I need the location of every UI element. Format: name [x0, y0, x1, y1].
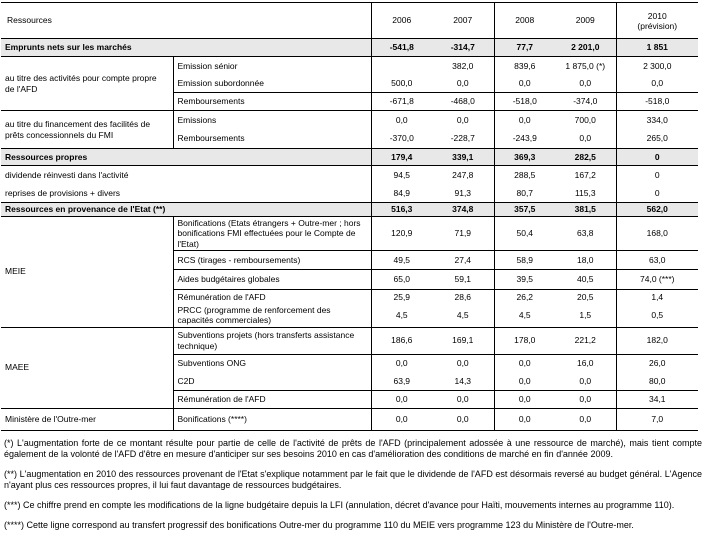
- reprises-2010: 0: [616, 185, 698, 203]
- group-outre-mer: Ministère de l'Outre-mer: [1, 408, 173, 430]
- prcc-2006: 4,5: [371, 304, 432, 328]
- label-prcc: PRCC (programme de renforcement des capacités commerciales): [173, 304, 371, 328]
- subordonnee-2007: 0,0: [432, 75, 494, 93]
- remu-maee-2008: 0,0: [494, 390, 555, 408]
- bonif-om-2008: 0,0: [494, 408, 555, 430]
- group-fmi: au titre du financement des facilités de prêts concessionnels du FMI: [1, 111, 173, 149]
- c2d-2009: 0,0: [555, 372, 616, 390]
- remu-maee-2009: 0,0: [555, 390, 616, 408]
- label-remboursements-fmi: Remboursements: [173, 129, 371, 149]
- label-reprises: reprises de provisions + divers: [1, 185, 371, 203]
- bonif-2010: 168,0: [616, 216, 698, 251]
- label-remuneration-meie: Rémunération de l'AFD: [173, 290, 371, 304]
- senior-2006: [371, 57, 432, 75]
- emprunts-2009: 2 201,0: [555, 39, 616, 57]
- remu-meie-2009: 20,5: [576, 291, 594, 302]
- emissions-fmi-2009: 700,0: [574, 114, 596, 125]
- reprises-2008: 80,7: [494, 185, 555, 203]
- dividende-2010: 0: [616, 166, 698, 185]
- senior-2008: 839,6: [494, 57, 555, 75]
- dividende-2007: 247,8: [452, 170, 474, 180]
- reprises-2009: 115,3: [555, 185, 616, 203]
- remu-meie-2008: 26,2: [494, 290, 555, 304]
- label-emissions-fmi: Emissions: [173, 111, 371, 129]
- etat-2009: 381,5: [555, 203, 616, 217]
- remb-afd-2006: -671,8: [371, 93, 432, 111]
- label-rcs: RCS (tirages - remboursements): [173, 251, 371, 270]
- label-bonifications-om: Bonifications (****): [173, 408, 371, 430]
- bonif-om-2007: 0,0: [432, 408, 494, 430]
- rcs-2010: 63,0: [616, 251, 698, 270]
- header-2009: 2009: [555, 3, 616, 39]
- etat-2007: 374,8: [432, 203, 494, 217]
- row-emissions-fmi: [1, 111, 698, 129]
- remu-maee-2007: 0,0: [432, 390, 494, 408]
- etat-2008: 357,5: [494, 203, 555, 217]
- bonif-2008: 50,4: [494, 216, 555, 251]
- row-ressources-propres: [1, 149, 698, 166]
- prcc-2007: 4,5: [432, 304, 494, 328]
- remb-afd-2008: -518,0: [494, 93, 555, 111]
- label-emprunts: Emprunts nets sur les marchés: [1, 39, 371, 57]
- label-aides: Aides budgétaires globales: [173, 270, 371, 290]
- reprises-2007: 91,3: [432, 185, 494, 203]
- remb-fmi-2009: 0,0: [555, 129, 616, 149]
- header-2010-label: 2010 (prévision): [637, 10, 678, 31]
- subv-proj-2006: 186,6: [371, 327, 432, 354]
- remb-afd-2009: -374,0: [555, 93, 616, 111]
- reprises-2006: 84,9: [371, 185, 432, 203]
- emprunts-2007: -314,7: [432, 39, 494, 57]
- table-title: Ressources: [1, 3, 371, 39]
- senior-2010: 2 300,0: [616, 57, 698, 75]
- propres-2010: 0: [616, 149, 698, 166]
- subv-ong-2009: 16,0: [576, 358, 594, 368]
- propres-2009: 282,5: [555, 149, 616, 166]
- header-2007: 2007: [432, 3, 494, 39]
- row-subventions-projets: [1, 327, 698, 354]
- label-senior: Emission sénior: [173, 57, 371, 75]
- label-subventions-projets: Subventions projets (hors transferts assistance technique): [173, 327, 371, 354]
- c2d-2007: 14,3: [432, 372, 494, 390]
- subv-ong-2006: 0,0: [371, 354, 432, 372]
- emissions-fmi-2007: 0,0: [456, 114, 469, 125]
- resources-table: [1, 2, 698, 431]
- senior-2007: 382,0: [452, 60, 474, 71]
- footnote-3: (***) Ce chiffre prend en compte les modifications de la ligne budgétaire depuis la LFI (annulation, décret d'avance pour Haïti, mouvements internes au programme 110).: [4, 499, 675, 510]
- subordonnee-2010: 0,0: [616, 75, 698, 93]
- aides-2010: 74,0 (***): [616, 270, 698, 290]
- subv-ong-2008: 0,0: [494, 354, 555, 372]
- aides-2009: 40,5: [555, 270, 616, 290]
- bonif-om-2010: 7,0: [616, 408, 698, 430]
- emissions-fmi-2010: 334,0: [616, 111, 698, 129]
- senior-2009: 1 875,0 (*): [565, 60, 606, 71]
- footnote-2: (**) L'augmentation en 2010 des ressources provenant de l'Etat s'explique notamment par le fait que le dividende de l'AFD est désormais reversé au budget général. L'Agence n'ayant plus ces ressources propres, il lui faut davantage de ressources budgétaires.: [4, 468, 702, 490]
- label-remboursements-afd: Remboursements: [173, 93, 371, 111]
- subv-proj-2010: 182,0: [616, 327, 698, 354]
- aides-2006: 65,0: [371, 270, 432, 290]
- emprunts-2010: 1 851: [616, 39, 698, 57]
- dividende-2006: 94,5: [371, 166, 432, 185]
- header-2008: 2008: [494, 3, 555, 39]
- propres-2008: 369,3: [494, 149, 555, 166]
- emissions-fmi-2006: 0,0: [371, 111, 432, 129]
- bonif-om-2009: 0,0: [555, 408, 616, 430]
- rcs-2008: 58,9: [494, 251, 555, 270]
- row-bonifications-om: [1, 408, 698, 430]
- label-etat: Ressources en provenance de l'Etat (**): [1, 203, 371, 217]
- subv-proj-2008: 178,0: [494, 327, 555, 354]
- footnotes-section: [0, 431, 705, 531]
- remu-meie-2006: 25,9: [371, 290, 432, 304]
- footnote-1: (*) L'augmentation forte de ce montant résulte pour partie de celle de l'activité de prêts de l'AFD (principalement adossée à une ressource de marché), mais tient compte également de la volonté de l'AFD d'être en mesure d'anticiper sur ses besoins 2010 en cas d'amélioration des conditions de marché en fin d'année 2009.: [4, 437, 702, 459]
- label-c2d: C2D: [173, 372, 371, 390]
- remb-fmi-2010: 265,0: [616, 129, 698, 149]
- group-afd-propre: au titre des activités pour compte propre de l'AFD: [1, 57, 173, 111]
- footnote-4: (****) Cette ligne correspond au transfert progressif des bonifications Outre-mer du programme 110 du MEIE vers programme 123 du Ministère de l'Outre-mer.: [4, 519, 634, 530]
- subv-ong-2007: 0,0: [456, 358, 469, 368]
- row-emprunts: [1, 39, 698, 57]
- remb-afd-2007: -468,0: [432, 93, 494, 111]
- remb-afd-2010: -518,0: [616, 93, 698, 111]
- header-2010: [616, 3, 698, 39]
- prcc-2010: 0,5: [616, 304, 698, 328]
- c2d-2006: 63,9: [371, 372, 432, 390]
- subordonnee-2008: 0,0: [494, 75, 555, 93]
- remb-fmi-2007: -228,7: [432, 129, 494, 149]
- bonif-2009: 63,8: [555, 216, 616, 251]
- label-bonifications: Bonifications (Etats étrangers + Outre-mer ; hors bonifications FMI effectuées pour le Compte de l'Etat): [173, 216, 371, 251]
- label-subventions-ong: Subventions ONG: [173, 354, 371, 372]
- subordonnee-2006: 500,0: [371, 75, 432, 93]
- remb-fmi-2008: -243,9: [494, 129, 555, 149]
- label-dividende: dividende réinvesti dans l'activité: [5, 170, 129, 180]
- emprunts-2006: -541,8: [371, 39, 432, 57]
- c2d-2010: 80,0: [616, 372, 698, 390]
- remu-maee-2006: 0,0: [371, 390, 432, 408]
- prcc-2009: 1,5: [555, 304, 616, 328]
- propres-2006: 179,4: [371, 149, 432, 166]
- bonif-2007: 71,9: [432, 216, 494, 251]
- c2d-2008: 0,0: [494, 372, 555, 390]
- remu-maee-2010: 34,1: [616, 390, 698, 408]
- aides-2008: 39,5: [494, 270, 555, 290]
- remu-meie-2007: 28,6: [454, 291, 472, 302]
- subv-ong-2010: 26,0: [616, 354, 698, 372]
- emissions-fmi-2008: 0,0: [494, 111, 555, 129]
- label-ressources-propres: Ressources propres: [1, 149, 371, 166]
- group-meie: MEIE: [1, 216, 173, 327]
- etat-2010: 562,0: [616, 203, 698, 217]
- header-row: [1, 3, 698, 39]
- label-subordonnee: Emission subordonnée: [173, 75, 371, 93]
- aides-2007: 59,1: [432, 270, 494, 290]
- row-emission-senior: [1, 57, 698, 75]
- row-etat: [1, 203, 698, 217]
- rcs-2007: 27,4: [432, 251, 494, 270]
- bonif-om-2006: 0,0: [371, 408, 432, 430]
- propres-2007: 339,1: [432, 149, 494, 166]
- row-reprises: [1, 185, 698, 203]
- label-remuneration-maee: Rémunération de l'AFD: [173, 390, 371, 408]
- emprunts-2008: 77,7: [494, 39, 555, 57]
- etat-2006: 516,3: [371, 203, 432, 217]
- remu-meie-2010: 1,4: [616, 290, 698, 304]
- group-maee: MAEE: [1, 327, 173, 408]
- subv-proj-2007: 169,1: [432, 327, 494, 354]
- subordonnee-2009: 0,0: [555, 75, 616, 93]
- bonif-2006: 120,9: [371, 216, 432, 251]
- row-bonifications: [1, 216, 698, 251]
- rcs-2009: 18,0: [555, 251, 616, 270]
- subv-proj-2009: 221,2: [555, 327, 616, 354]
- row-dividende: [1, 166, 698, 185]
- dividende-2009: 167,2: [574, 170, 596, 180]
- header-2006: 2006: [371, 3, 432, 39]
- rcs-2006: 49,5: [371, 251, 432, 270]
- dividende-2008: 288,5: [494, 166, 555, 185]
- remb-fmi-2006: -370,0: [371, 129, 432, 149]
- prcc-2008: 4,5: [494, 304, 555, 328]
